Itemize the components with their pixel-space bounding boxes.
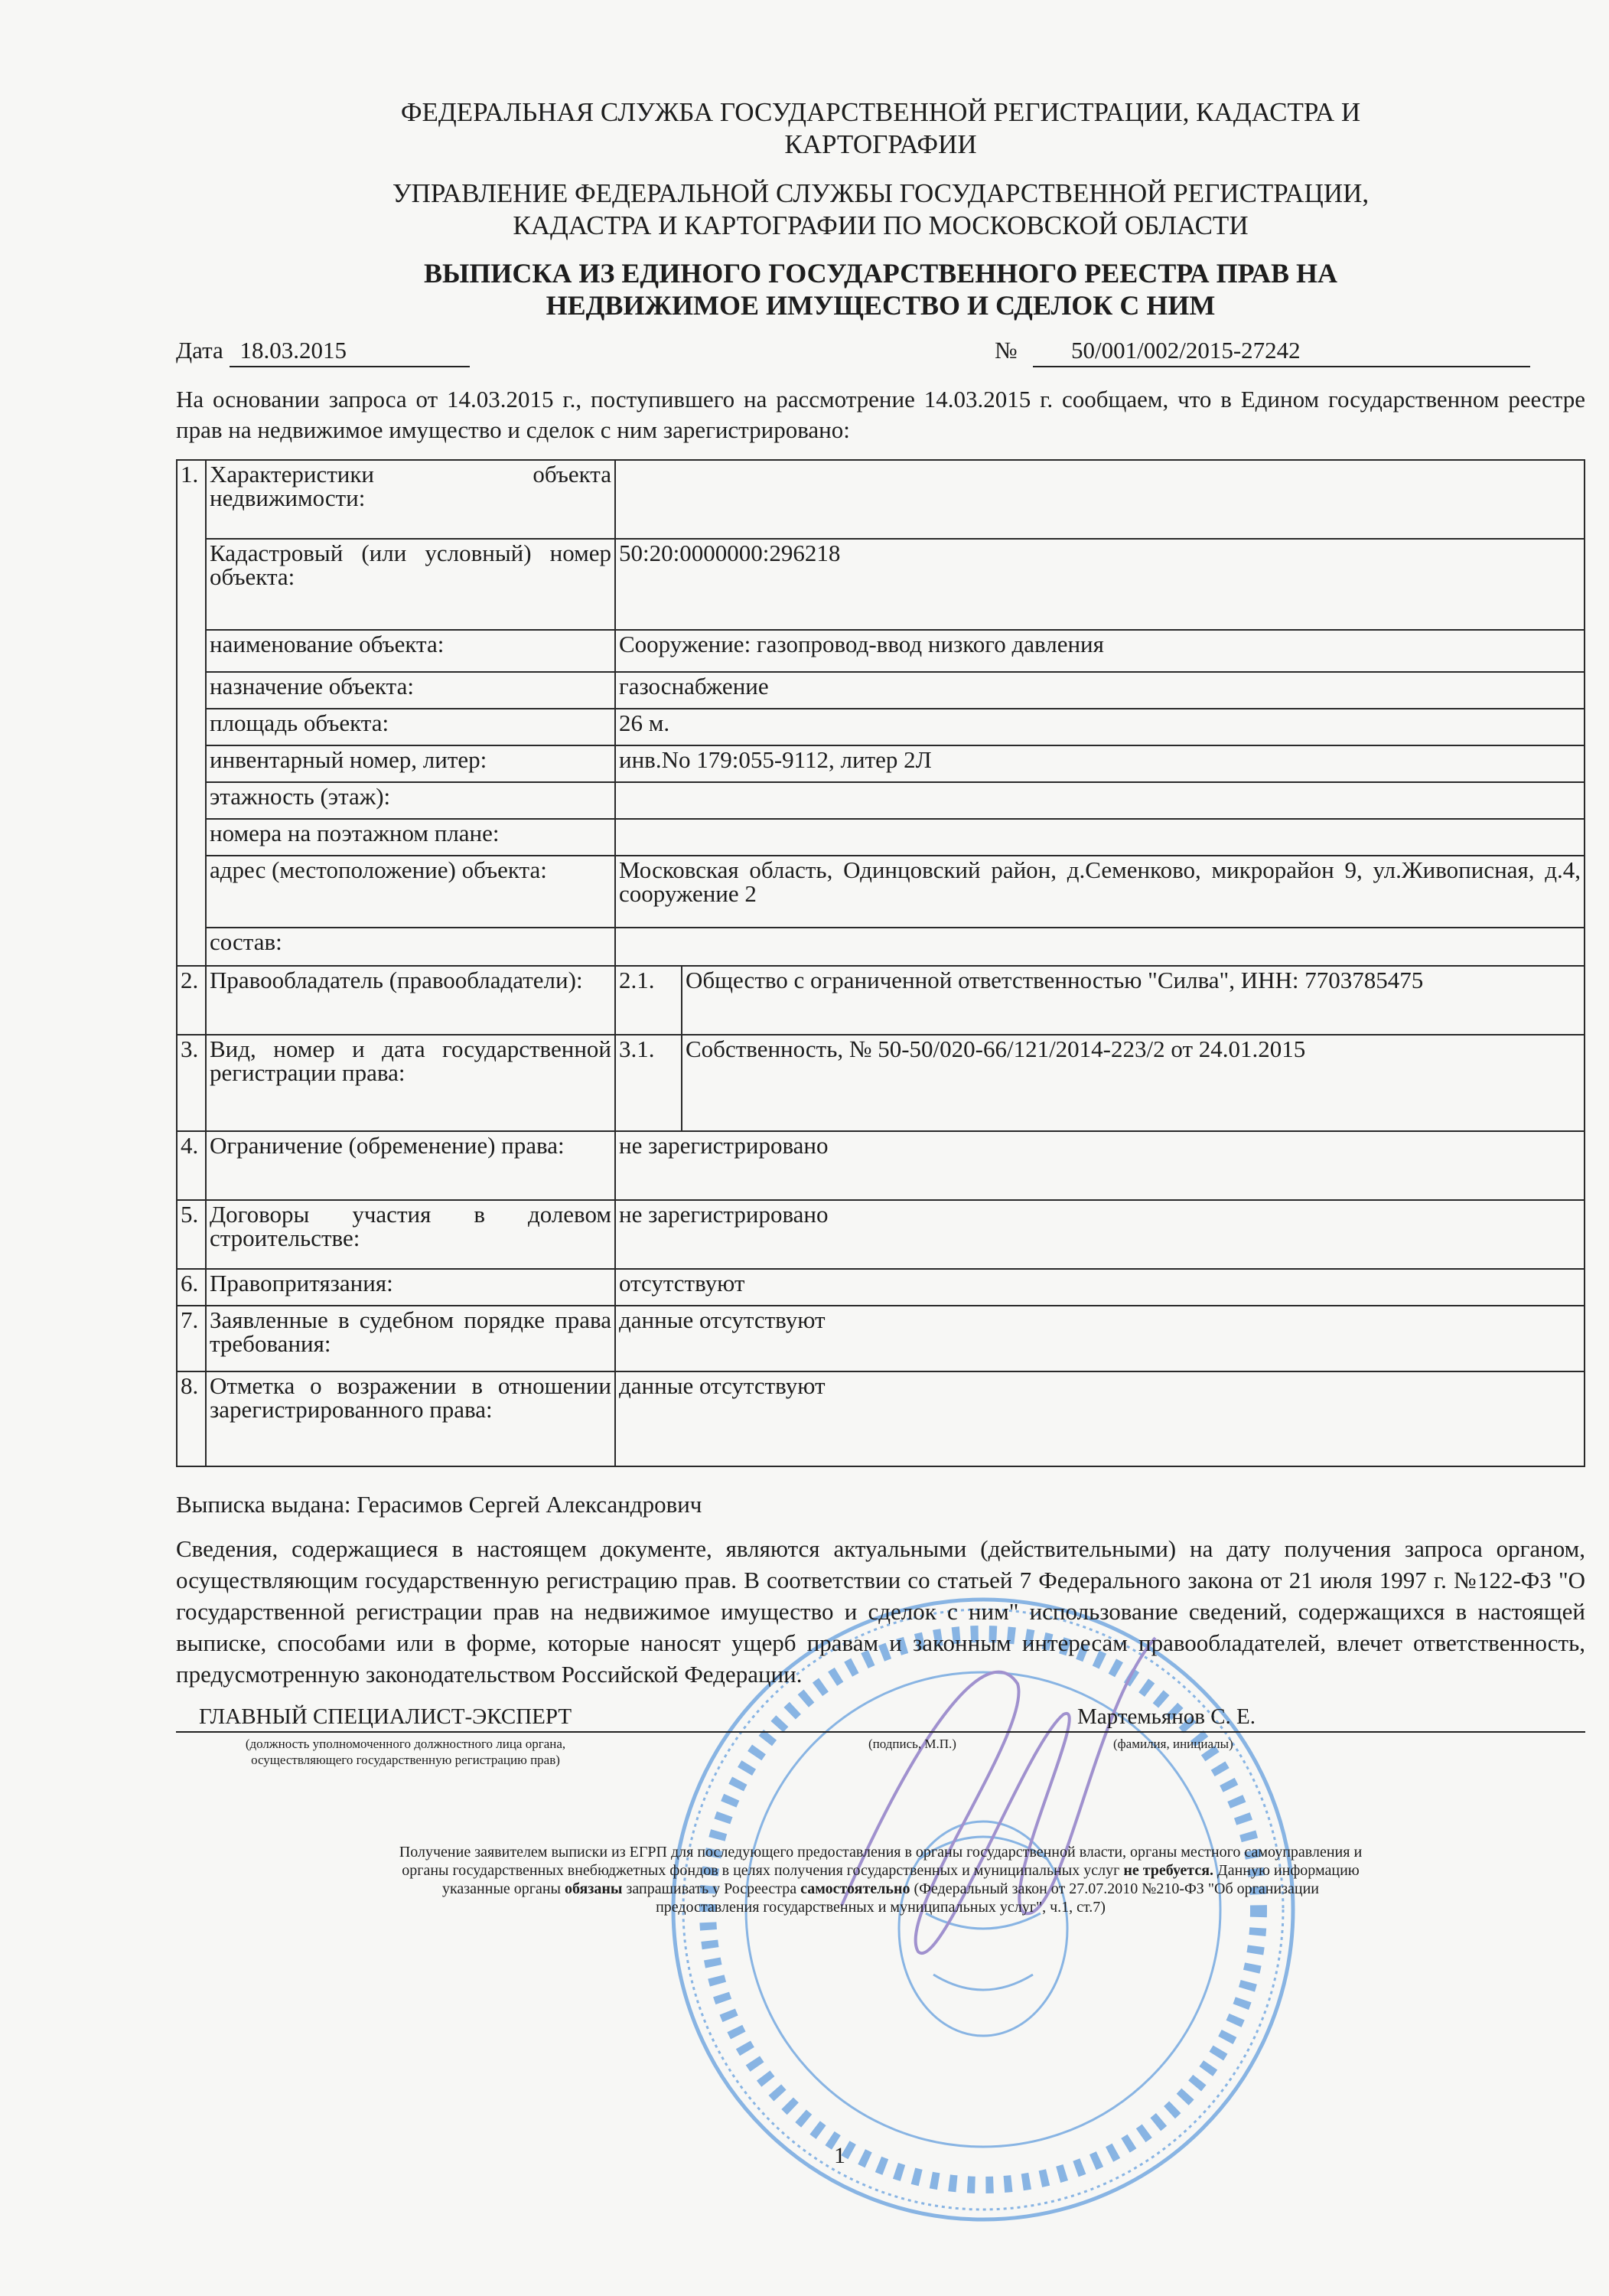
table-row: 7. Заявленные в судебном порядке права требования: данные отсутствуют [177,1306,1585,1371]
table-row: номера на поэтажном плане: [177,819,1585,856]
table-row: 8. Отметка о возражении в отношении зарегистрированного права: данные отсутствуют [177,1371,1585,1466]
signer-name: Мартемьянов С. Е. [1077,1704,1256,1729]
signature-line [176,1701,1585,1733]
signer-position: ГЛАВНЫЙ СПЕЦИАЛИСТ-ЭКСПЕРТ [199,1704,572,1729]
registry-table [176,459,1585,1467]
signature-captions [176,1736,1585,1774]
number-label: № [995,337,1018,364]
page-number: 1 [834,2143,845,2168]
table-row: состав: [177,928,1585,966]
table-row: 3. Вид, номер и дата государственной регистрации права: 3.1. Собственность, № 50-50/020-66/121/2014-223/2 от 24.01.2015 [177,1035,1585,1131]
date-label: Дата [176,337,223,364]
table-row: 5. Договоры участия в долевом строительстве: не зарегистрировано [177,1200,1585,1269]
table-row: площадь объекта: 26 м. [177,709,1585,745]
table-row: наименование объекта: Сооружение: газопровод-ввод низкого давления [177,630,1585,672]
table-row: 4. Ограничение (обременение) права: не зарегистрировано [177,1131,1585,1200]
document-body [176,96,1585,1916]
document-title: ВЫПИСКА ИЗ ЕДИНОГО ГОСУДАРСТВЕННОГО РЕЕСТРА ПРАВ НА НЕДВИЖИМОЕ ИМУЩЕСТВО И СДЕЛОК С НИМ [423,258,1338,321]
intro-paragraph: На основании запроса от 14.03.2015 г., поступившего на рассмотрение 14.03.2015 г. сообщаем, что в Едином государственном реестре прав на недвижимое имущество и сделок с ним зарегистрировано: [176,386,1585,443]
date-value: 18.03.2015 [230,335,470,367]
table-row: Кадастровый (или условный) номер объекта: 50:20:0000000:296218 [177,539,1585,630]
name-caption: (фамилия, инициалы) [1113,1737,1233,1751]
disclaimer-paragraph: Сведения, содержащиеся в настоящем документе, являются актуальными (действительными) на дату получения запроса органом, осуществляющим государственную регистрацию прав. В соответствии со статьей 7 Федерального закона от 21 июля 1997 г. №122-ФЗ "О государственной регистрации прав на недвижимое имущество и сделок с ним" использование сведений, содержащихся в настоящей выписке, способами или в форме, которые наносят ущерб правам и законным интересам правообладателей, влечет ответственность, предусмотренную законодательством Российской Федерации. [176,1535,1585,1688]
sign-caption: (подпись, М.П.) [868,1737,956,1751]
table-row: 6. Правопритязания: отсутствуют [177,1269,1585,1306]
position-caption: (должность уполномоченного должностного лица органа, осуществляющего государственную регистрацию прав) [245,1737,566,1767]
table-row: назначение объекта: газоснабжение [177,672,1585,709]
footer-note: Получение заявителем выписки из ЕГРП для последующего предоставления в органы государственной власти, органы местного самоуправления и органы государственных внебюджетных фондов в целях получения государственных и муниципальных услуг не требуется. Данную информацию указанные органы обязаны запрашивать у Росреестра самостоятельно (Федеральный закон от 27.07.2010 №210-ФЗ "Об организации предоставления государственных и муниципальных услуг", ч.1, ст.7) [399,1844,1363,1916]
number-value: 50/001/002/2015-27242 [1033,335,1530,367]
office-heading: УПРАВЛЕНИЕ ФЕДЕРАЛЬНОЙ СЛУЖБЫ ГОСУДАРСТВЕННОЙ РЕГИСТРАЦИИ, КАДАСТРА И КАРТОГРАФИИ ПО МОСКОВСКОЙ ОБЛАСТИ [392,178,1370,240]
table-row: этажность (этаж): [177,782,1585,819]
table-row: адрес (местоположение) объекта: Московская область, Одинцовский район, д.Семенково, микрорайон 9, ул.Живописная, д.4, сооружение 2 [177,856,1585,928]
table-row: 1. Характеристики объекта недвижимости: [177,460,1585,539]
date-number-line [176,335,1585,367]
table-row: инвентарный номер, литер: инв.No 179:055-9112, литер 2Л [177,745,1585,782]
issued-to: Выписка выдана: Герасимов Сергей Александрович [176,1491,702,1518]
table-row: 2. Правообладатель (правообладатели): 2.1. Общество с ограниченной ответственностью "Силва", ИНН: 7703785475 [177,966,1585,1035]
agency-heading: ФЕДЕРАЛЬНАЯ СЛУЖБА ГОСУДАРСТВЕННОЙ РЕГИСТРАЦИИ, КАДАСТРА И КАРТОГРАФИИ [400,97,1361,159]
